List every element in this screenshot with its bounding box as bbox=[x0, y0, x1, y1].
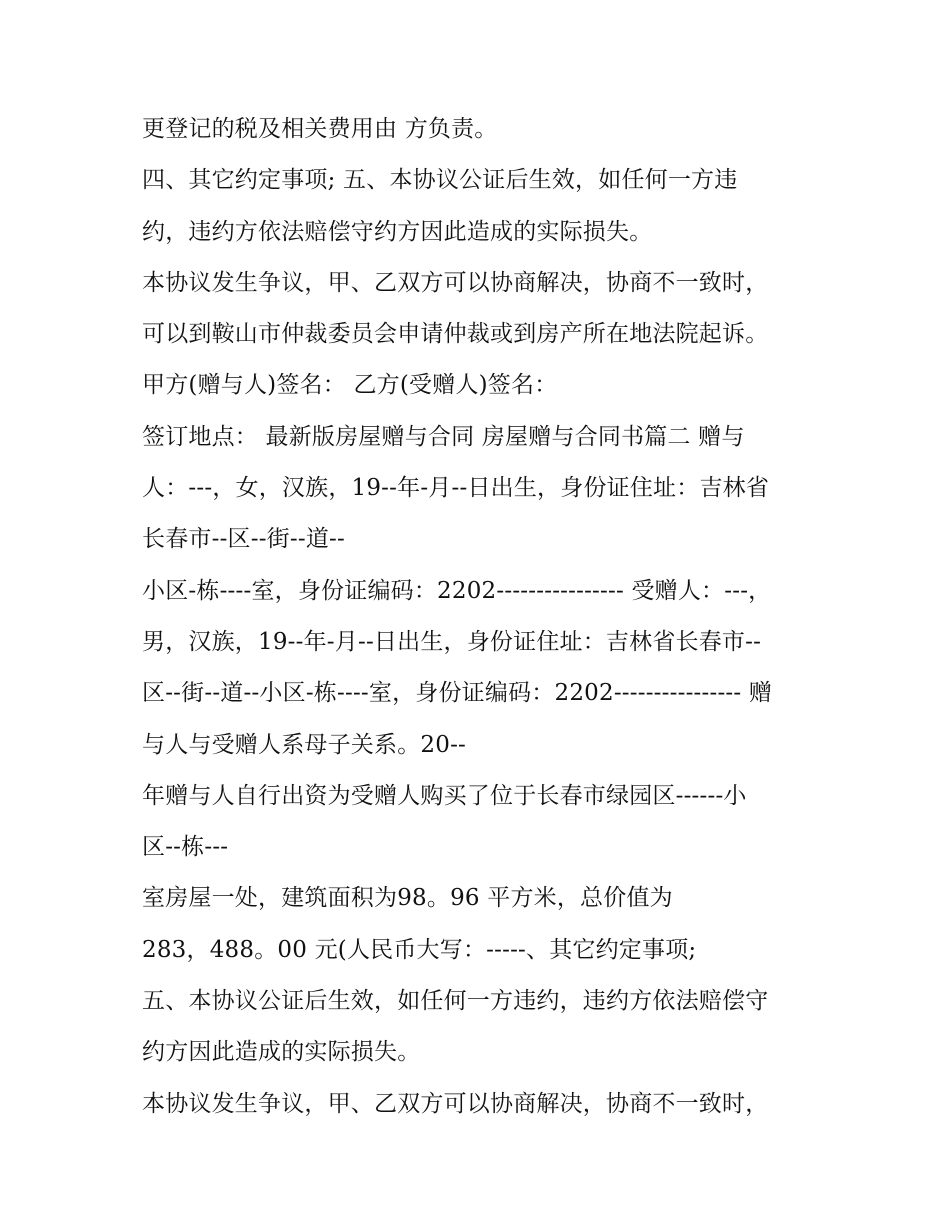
text-line: 长春市--区--街--道-- bbox=[142, 526, 345, 553]
text-line: 本协议发生争议，甲、乙双方可以协商解决，协商不一致时， bbox=[142, 269, 769, 296]
document-body bbox=[142, 104, 842, 1130]
text-line: 室房屋一处，建筑面积为98。96 平方米，总价值为 bbox=[142, 885, 673, 912]
text-line: 五、本协议公证后生效，如任何一方违约，违约方依法赔偿守 bbox=[142, 988, 769, 1015]
text-line: 签订地点： 最新版房屋赠与合同 房屋赠与合同书篇二 赠与 bbox=[142, 423, 745, 450]
text-line: 283，488。00 元(人民币大写：-----、其它约定事项; bbox=[142, 936, 697, 963]
text-line: 可以到鞍山市仲裁委员会申请仲裁或到房产所在地法院起诉。 bbox=[142, 321, 769, 348]
text-line: 约，违约方依法赔偿守约方因此造成的实际损失。 bbox=[142, 218, 653, 245]
text-line: 区--街--道--小区-栋----室，身份证编码：2202---------------- 赠 bbox=[142, 680, 773, 707]
text-line: 更登记的税及相关费用由 方负责。 bbox=[142, 116, 498, 142]
text-line: 本协议发生争议，甲、乙双方可以协商解决，协商不一致时， bbox=[142, 1090, 769, 1117]
text-line: 四、其它约定事项; 五、本协议公证后生效，如任何一方违 bbox=[142, 167, 738, 194]
text-line: 与人与受赠人系母子关系。20-- bbox=[142, 731, 467, 758]
text-line: 区--栋--- bbox=[142, 834, 229, 861]
text-line: 人：---，女，汉族，19--年-月--日出生，身份证住址：吉林省 bbox=[142, 475, 770, 502]
text-line: 甲方(赠与人)签名： 乙方(受赠人)签名： bbox=[142, 372, 558, 399]
text-line: 小区-栋----室，身份证编码：2202---------------- 受赠人：---， bbox=[142, 577, 772, 604]
text-line: 年赠与人自行出资为受赠人购买了位于长春市绿园区------小 bbox=[142, 782, 747, 809]
text-line: 约方因此造成的实际损失。 bbox=[142, 1039, 421, 1066]
text-line: 男，汉族，19--年-月--日出生，身份证住址：吉林省长春市-- bbox=[142, 628, 762, 655]
